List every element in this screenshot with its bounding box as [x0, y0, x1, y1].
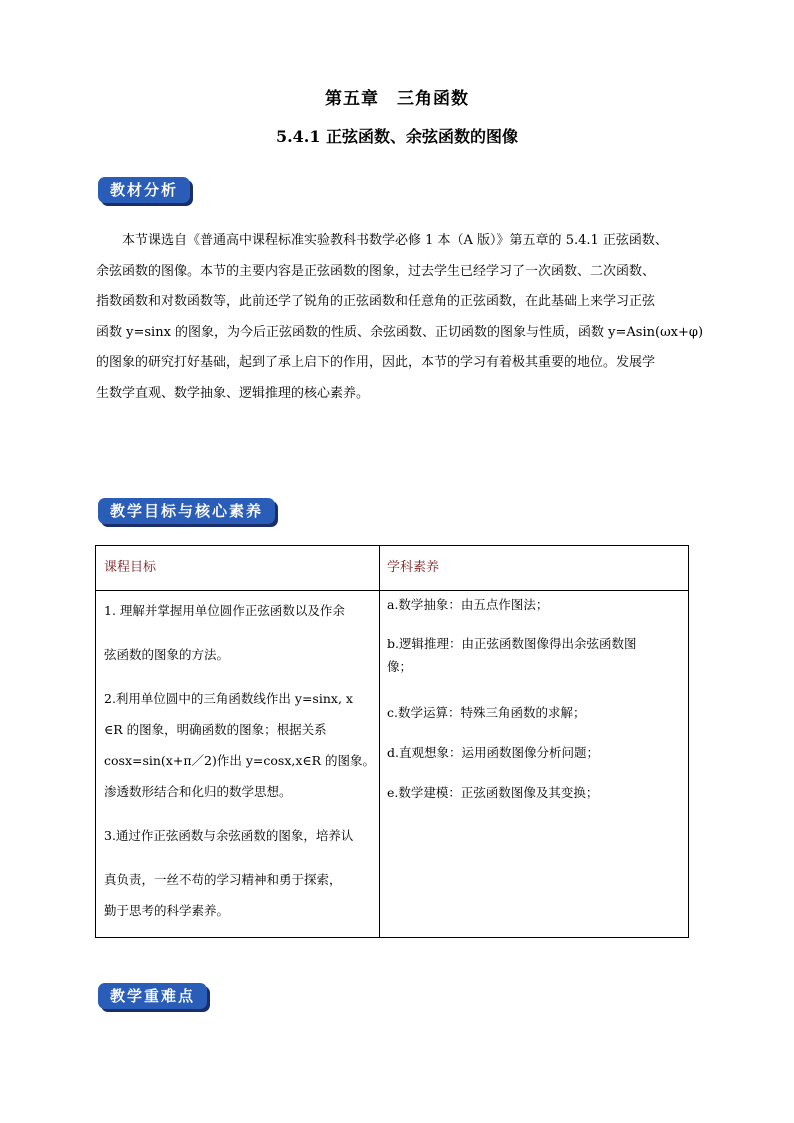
analysis-paragraph [96, 226, 704, 409]
analysis-line: 的图象的研究打好基础，起到了承上启下的作用，因此，本节的学习有着极其重要的地位。发展学 [96, 355, 656, 370]
table-header-literacy: 学科素养 [387, 560, 440, 575]
table-column-divider [379, 546, 380, 937]
goals-table [95, 545, 689, 938]
goal-line: 2.利用单位圆中的三角函数线作出 y=sinx, x [104, 691, 353, 706]
literacy-line: e.数学建模：正弦函数图像及其变换； [387, 785, 599, 800]
table-header-divider [96, 590, 688, 591]
literacy-line: c.数学运算：特殊三角函数的求解； [387, 705, 586, 720]
section-title: 5.4.1 正弦函数、余弦函数的图像 [275, 127, 519, 146]
literacy-line: b.逻辑推理：由正弦函数图像得出余弦函数图 [387, 636, 637, 651]
goal-line: 3.通过作正弦函数与余弦函数的图象，培养认 [104, 828, 354, 843]
analysis-line: 余弦函数的图像。本节的主要内容是正弦函数的图象，过去学生已经学习了一次函数、二次函数、 [96, 263, 656, 279]
analysis-line: 函数 y=sinx 的图象，为今后正弦函数的性质、余弦函数、正切函数的图象与性质，函数 y=Asin(ωx+φ) [96, 324, 704, 340]
table-header-goals: 课程目标 [104, 560, 157, 575]
goal-line: 勤于思考的科学素养。 [104, 903, 230, 918]
analysis-section-badge: 教材分析 [98, 177, 190, 203]
keypoints-section-badge: 教学重难点 [98, 983, 207, 1009]
goal-line: 真负责，一丝不苟的学习精神和勇于探索， [104, 872, 342, 887]
analysis-line: 生数学直观、数学抽象、逻辑推理的核心素养。 [96, 385, 370, 401]
goal-line: cosx=sin(x+π／2)作出 y=cosx,x∈R 的图象。 [104, 753, 376, 768]
goal-line: 1. 理解并掌握用单位圆作正弦函数以及作余 [104, 603, 345, 618]
literacy-line: a.数学抽象：由五点作图法； [387, 597, 549, 612]
analysis-line: 本节课选自《普通高中课程标准实验教科书数学必修 1 本（A 版）》第五章的 5.4.1 正弦函数、 [96, 233, 668, 248]
goal-line: 渗透数形结合和化归的数学思想。 [104, 784, 292, 799]
chapter-title: 第五章 三角函数 [325, 89, 469, 109]
analysis-line: 指数函数和对数函数等，此前还学了锐角的正弦函数和任意角的正弦函数，在此基础上来学习正弦 [96, 294, 656, 309]
goals-section-badge: 教学目标与核心素养 [98, 498, 275, 524]
literacy-line: d.直观想象：运用函数图像分析问题； [387, 745, 599, 760]
goal-line: 弦函数的图象的方法。 [104, 647, 230, 662]
goal-line: ∈R 的图象，明确函数的图象；根据关系 [104, 722, 327, 737]
literacy-line: 像； [387, 659, 413, 674]
